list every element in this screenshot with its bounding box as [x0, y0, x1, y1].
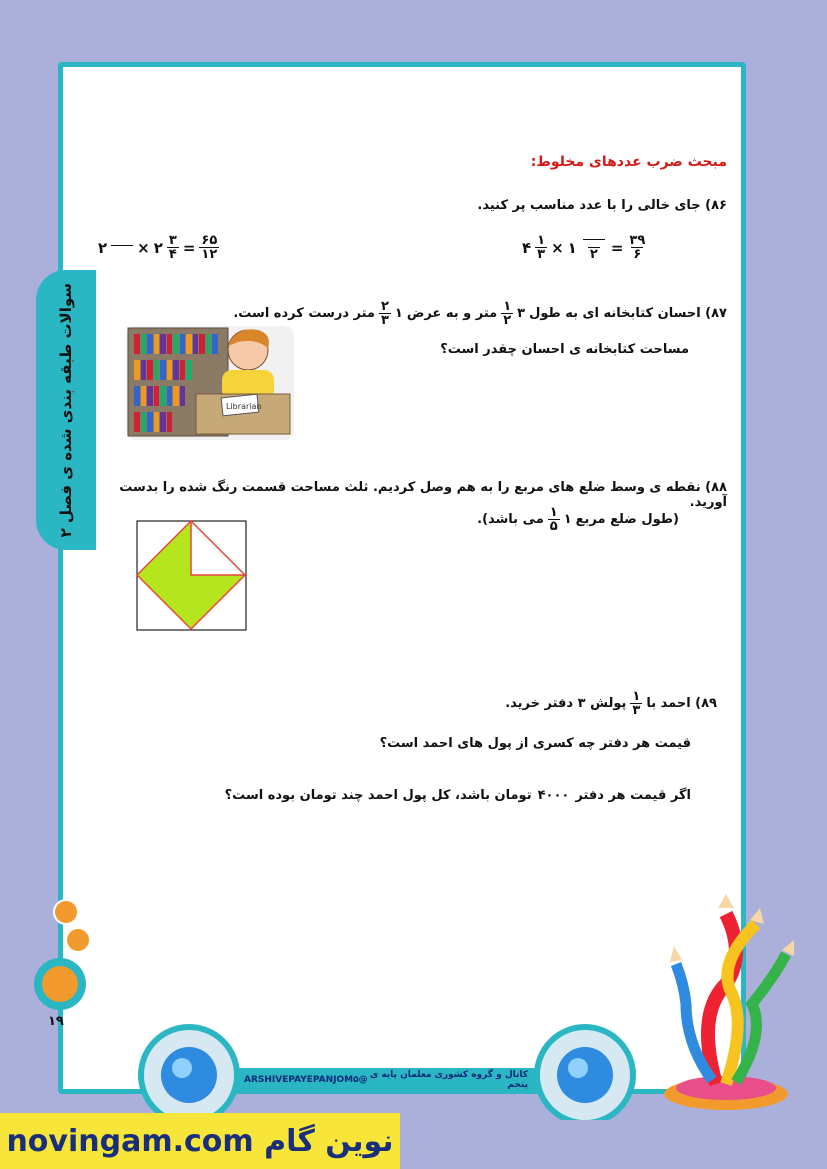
question-89: ۸۹) احمد با $\frac{۱}{۳}$ پولش ۳ دفتر خرید.	[505, 689, 717, 718]
blank-field[interactable]	[111, 245, 133, 246]
equation-86-2: ۲ × ۲ $\frac{۳}{۴}$ = $\frac{۶۵}{۱۲}$	[98, 233, 218, 262]
librarian-illustration	[126, 326, 294, 440]
left-wheel	[134, 1020, 244, 1120]
question-88-line2: (طول ضلع مربع ۱ $\frac{۱}{۵}$ می باشد).	[477, 505, 679, 534]
footer-channel: کانال و گروه کشوری معلمان پایه ی پنجم	[369, 1070, 528, 1090]
question-87: ۸۷) احسان کتابخانه ای به طول ۳ $\frac{۱}{۲}$ متر و به عرض ۱ $\frac{۲}{۳}$ متر درست کرده است.	[233, 299, 727, 328]
brand-banner: novingam.com نوین گام	[0, 1113, 400, 1169]
question-89-line2: قیمت هر دفتر چه کسری از پول های احمد است؟	[379, 736, 691, 751]
right-wheel	[530, 1020, 640, 1120]
square-diagram	[136, 520, 248, 632]
equation-86-1: ۴ $\frac{۱}{۳}$ × ۱ ۲ = $\frac{۳۹}{۶}$	[522, 233, 646, 262]
section-title: مبحث ضرب عددهای مخلوط:	[530, 154, 727, 170]
question-89-line3: اگر قیمت هر دفتر ۴۰۰۰ تومان باشد، کل پول احمد چند تومان بوده است؟	[224, 788, 691, 803]
footer-handle: ARSHIVEPAYEPANJOM۵@	[244, 1075, 368, 1085]
question-86: ۸۶) جای خالی را با عدد مناسب پر کنید.	[477, 198, 727, 213]
librarian-sign-text: Librarian	[226, 402, 262, 411]
page-number: ۱۹	[48, 1014, 64, 1029]
blank-field[interactable]	[583, 239, 605, 240]
footer-bar	[236, 1068, 536, 1092]
side-tab-label: سوالات طبقه بندی شده ی فصل ۲	[57, 282, 75, 538]
pencils-decoration	[656, 894, 806, 1114]
question-88: ۸۸) نقطه ی وسط ضلع های مربع را به هم وصل کردیم. ثلث مساحت قسمت رنگ شده را بدست آورید.	[119, 480, 727, 510]
question-87-line2: مساحت کتابخانه ی احسان چقدر است؟	[440, 342, 689, 357]
candy-decoration	[32, 896, 102, 1026]
